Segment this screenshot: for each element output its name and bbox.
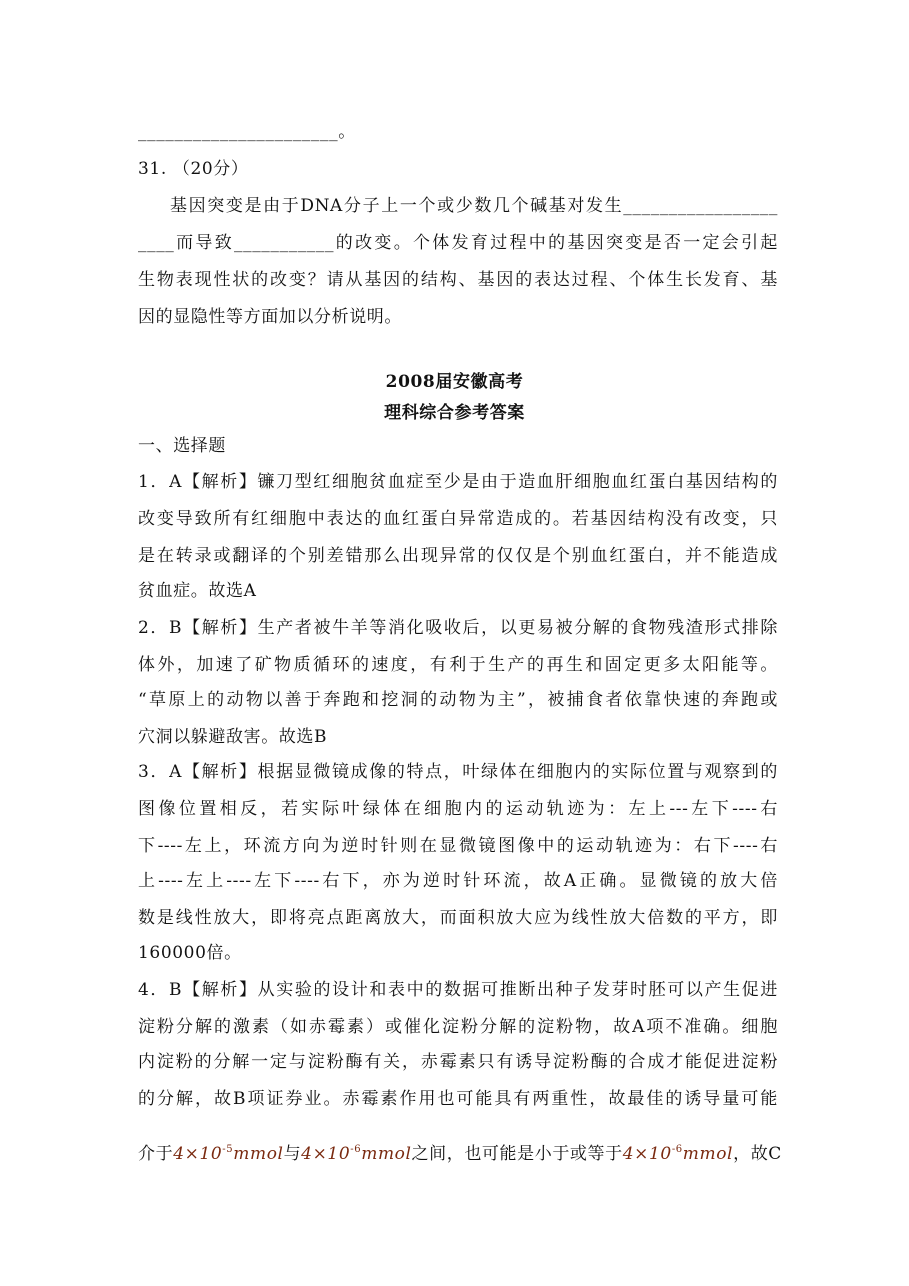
answer-1-line-3: 是在转录或翻译的个别差错那么出现异常的仅仅是个别血红蛋白，并不能造成	[138, 546, 778, 566]
answer-4-line-5	[138, 1140, 782, 1164]
formula-3	[623, 1144, 733, 1164]
answers-subtitle: 理科综合参考答案	[384, 403, 525, 423]
answer-1-line-4: 贫血症。故选A	[138, 581, 257, 601]
formula-unit: mmol	[682, 1144, 734, 1164]
text-span: 之间，也可能是小于或等于	[411, 1144, 623, 1164]
section-heading: 一、选择题	[138, 436, 226, 456]
text-span: 与	[283, 1144, 302, 1164]
answer-1-line-1: 1．A【解析】镰刀型红细胞贫血症至少是由于造血肝细胞血红蛋白基因结构的	[138, 472, 778, 492]
answer-2-line-1: 2．B【解析】生产者被牛羊等消化吸收后，以更易被分解的食物残渣形式排除	[138, 618, 778, 638]
answer-3-line-3: 下----左上，环流方向为逆时针则在显微镜图像中的运动轨迹为：右下----右	[138, 836, 778, 856]
q31-line-2: ____而导致___________的改变。个体发育过程中的基因突变是否一定会引起	[138, 233, 778, 253]
answer-3-line-5: 数是线性放大，即将亮点距离放大，而面积放大应为线性放大倍数的平方，即	[138, 908, 778, 928]
q31-line-3: 生物表现性状的改变？请从基因的结构、基因的表达过程、个体生长发育、基	[138, 270, 778, 290]
answer-4-line-2: 淀粉分解的激素（如赤霉素）或催化淀粉分解的淀粉物，故A项不准确。细胞	[138, 1017, 778, 1037]
answer-3-line-4: 上----左上----左下----右下，亦为逆时针环流，故A正确。显微镜的放大倍	[138, 871, 778, 891]
answer-3-line-1: 3．A【解析】根据显微镜成像的特点，叶绿体在细胞内的实际位置与观察到的	[138, 762, 778, 782]
answer-4-line-4: 的分解，故B项证券业。赤霉素作用也可能具有两重性，故最佳的诱导量可能	[138, 1089, 778, 1109]
question-31-header: 31. （20分）	[138, 159, 249, 179]
formula-base: 4×10	[173, 1144, 223, 1164]
formula-base: 4×10	[301, 1144, 351, 1164]
answer-2-line-2: 体外，加速了矿物质循环的速度，有利于生产的再生和固定更多太阳能等。	[138, 655, 778, 675]
answer-2-line-4: 穴洞以躲避敌害。故选B	[138, 727, 328, 747]
answer-4-line-3: 内淀粉的分解一定与淀粉酶有关，赤霉素只有诱导淀粉酶的合成才能促进淀粉	[138, 1052, 778, 1072]
answer-3-line-6: 160000倍。	[138, 943, 242, 963]
q31-line-4: 因的显隐性等方面加以分析说明。	[138, 307, 402, 327]
formula-unit: mmol	[361, 1144, 412, 1164]
formula-1	[173, 1144, 283, 1164]
answer-1-line-2: 改变导致所有红细胞中表达的血红蛋白异常造成的。若基因结构没有改变，只	[138, 509, 778, 529]
q31-line-1: 基因突变是由于DNA分子上一个或少数几个碱基对发生_________________	[170, 196, 778, 216]
formula-base: 4×10	[622, 1144, 672, 1164]
text-span: 介于	[138, 1144, 174, 1164]
formula-exponent: -6	[671, 1144, 683, 1155]
answer-blank-line: ______________________。	[138, 122, 356, 142]
answer-3-line-2: 图像位置相反，若实际叶绿体在细胞内的运动轨迹为：左上---左下----右	[138, 799, 778, 819]
formula-2	[301, 1144, 411, 1164]
answer-4-line-1: 4．B【解析】从实验的设计和表中的数据可推断出种子发芽时胚可以产生促进	[138, 980, 778, 1000]
formula-unit: mmol	[233, 1144, 284, 1164]
answer-2-line-3: “草原上的动物以善于奔跑和挖洞的动物为主”，被捕食者依靠快速的奔跑或	[138, 690, 778, 710]
answers-title: 2008届安徽高考	[385, 372, 524, 392]
formula-exponent: -6	[350, 1144, 362, 1155]
formula-exponent: -5	[222, 1144, 234, 1155]
text-span: ，故C	[733, 1144, 782, 1164]
